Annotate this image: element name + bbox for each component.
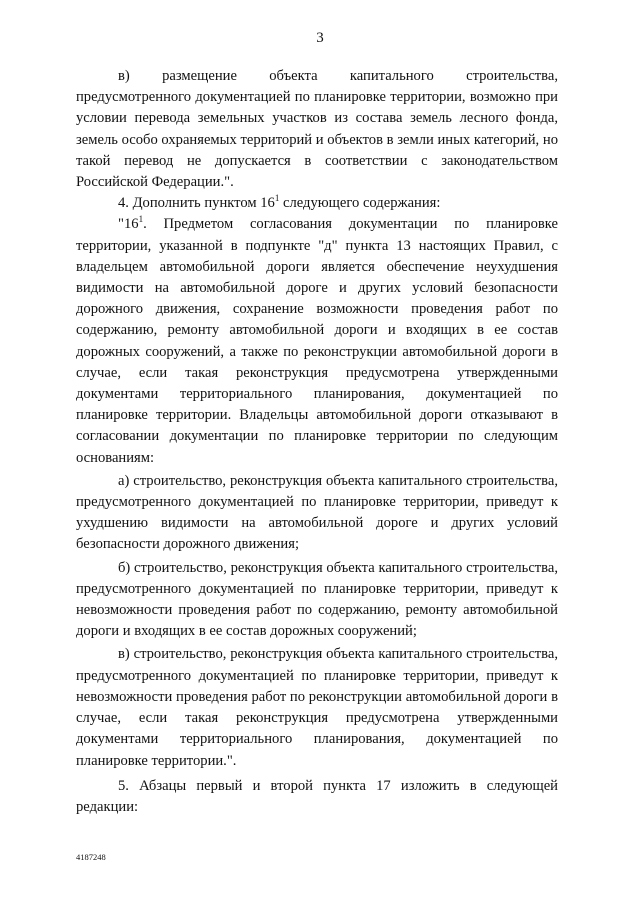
paragraph-item-v: в) строительство, реконструкция объекта капитального строительства, предусмотренного документацией по планировке территории, приведут к невозможности проведения работ по реконструкции автомобильной дороги в случае, если такая реконструкция предусмотрена утвержденными документами территориального планирования, документацией по планировке территории.". xyxy=(76,646,558,769)
document-id: 4187248 xyxy=(76,852,106,862)
superscript: 1 xyxy=(274,193,280,204)
paragraph-item-b: б) строительство, реконструкция объекта капитального строительства, предусмотренного документацией по планировке территории, приведут к невозможности проведения работ по содержанию, ремонту автомобильной дороги и входящих в ее состав дорожных сооружений; xyxy=(76,559,558,640)
paragraph-amendment-4-tail: следующего содержания: xyxy=(279,195,441,212)
paragraph-point-16-1-start: "16 xyxy=(118,216,139,233)
page-number: 3 xyxy=(316,30,324,46)
paragraph-placement-condition: в) размещение объекта капитального строительства, предусмотренного документацией по планировке территории, возможно при условии перевода земельных участков из состава земель лесного фонда, земель особо охраняемых территорий и объектов в земли иных категорий, но такой перевод не допускается в соответствии с законодательством Российской Федерации.". xyxy=(76,68,558,191)
paragraph-item-a: а) строительство, реконструкция объекта капитального строительства, предусмотренного документацией по планировке территории, приведут к ухудшению видимости на автомобильной дороге и других условий безопасности дорожного движения; xyxy=(76,472,558,553)
paragraph-point-16-1-text: . Предметом согласования документации по планировке территории, указанной в подпункте "д" пункта 13 настоящих Правил, с владельцем автомобильной дороги является обеспечение неухудшения видимости на автомобильной дороге и других условий безопасности дорожного движения, сохранение возможности проведения работ по содержанию, ремонту автомобильной дороги и входящих в ее состав дорожных сооружений, а также по реконструкции автомобильной дороги в случае, если такая реконструкция предусмотрена утвержденными документами территориального планирования, документацией по планировке территории. Владельцы автомобильной дороги отказывают в согласовании документации по планировке территории по следующим основаниям: xyxy=(76,216,558,466)
paragraph-amendment-4 xyxy=(76,193,558,214)
document-body xyxy=(76,66,558,818)
paragraph-amendment-5: 5. Абзацы первый и второй пункта 17 изложить в следующей редакции: xyxy=(76,777,558,815)
paragraph-point-16-1 xyxy=(76,214,558,468)
paragraph-amendment-4-text: 4. Дополнить пунктом 16 xyxy=(118,195,275,212)
superscript: 1 xyxy=(138,214,144,225)
